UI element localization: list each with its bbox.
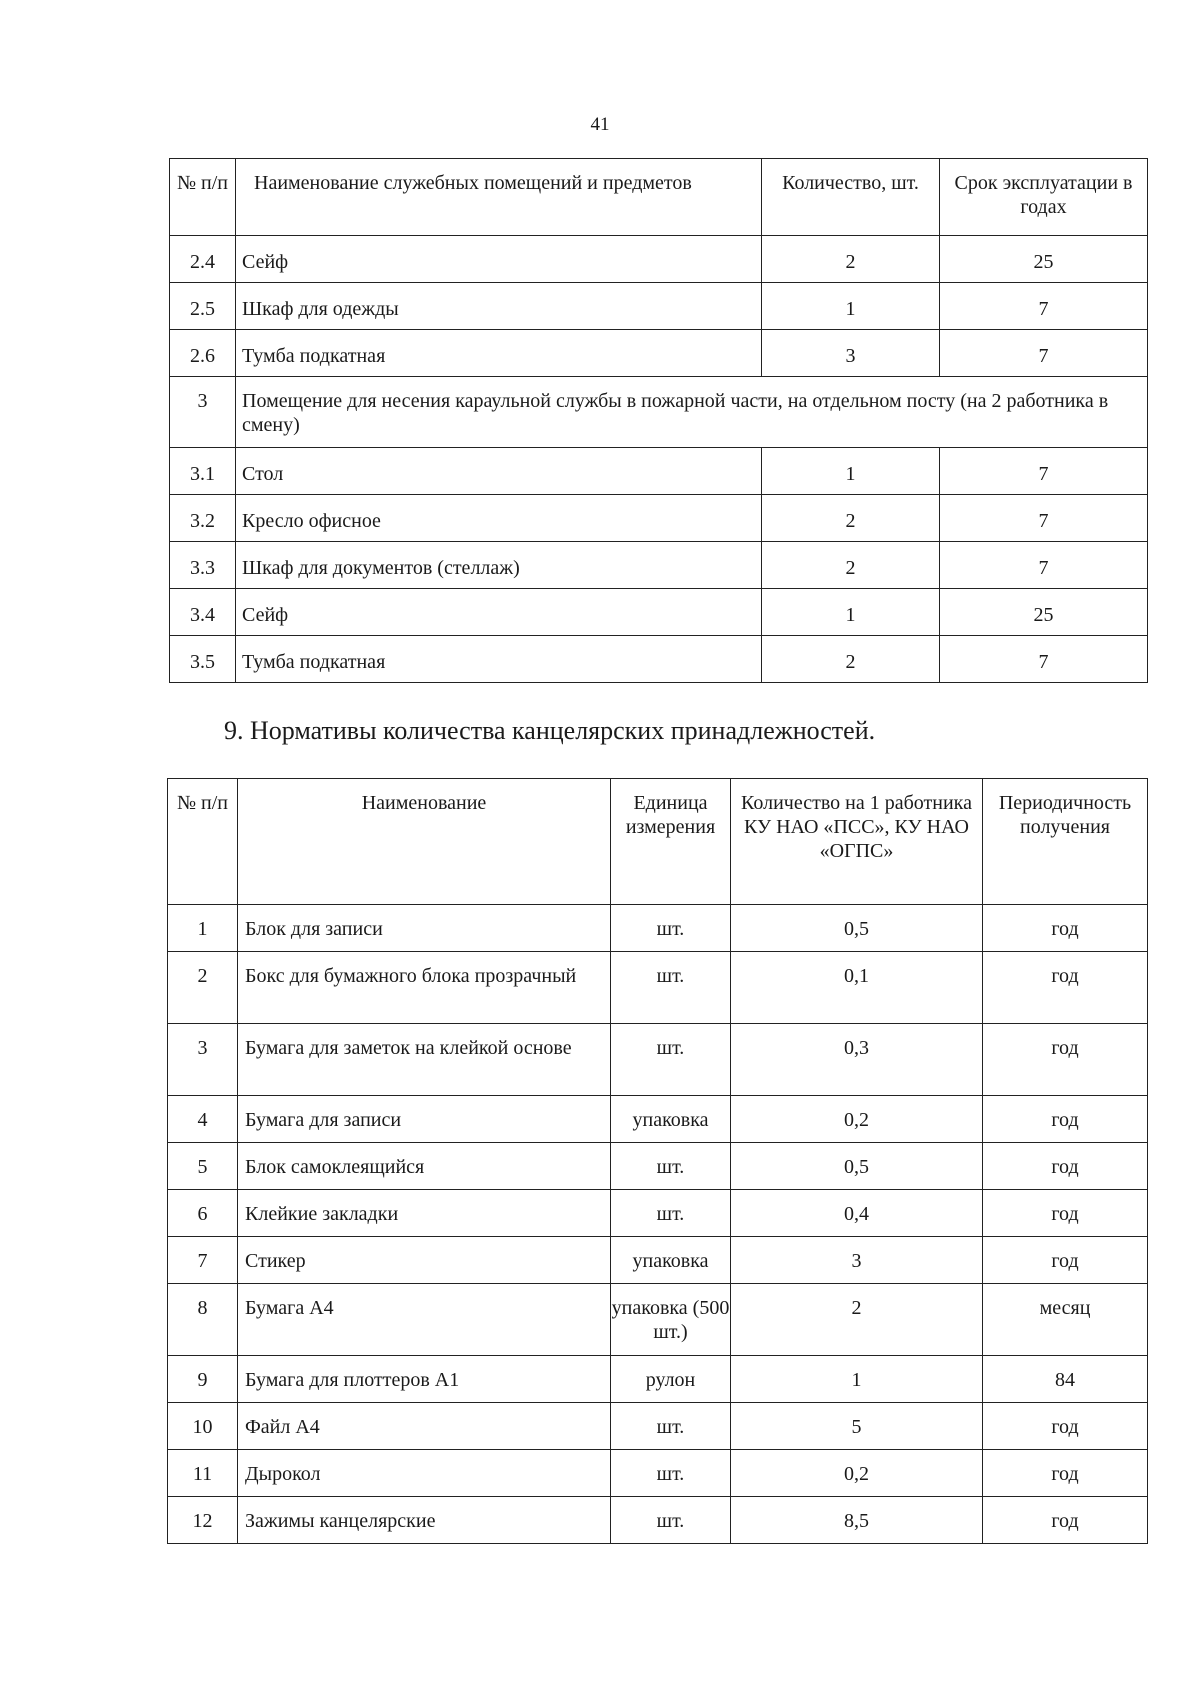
row-unit: рулон <box>611 1356 731 1403</box>
row-num: 3.3 <box>170 542 236 589</box>
table-row <box>170 283 1148 330</box>
row-num: 3 <box>168 1024 238 1096</box>
row-quantity: 1 <box>762 283 940 330</box>
row-period: 84 <box>983 1356 1148 1403</box>
row-unit: упаковка (500 шт.) <box>611 1284 731 1356</box>
row-name: Шкаф для документов (стеллаж) <box>236 542 762 589</box>
row-num: 9 <box>168 1356 238 1403</box>
row-quantity: 0,4 <box>731 1190 983 1237</box>
row-period: год <box>983 1143 1148 1190</box>
row-name: Дырокол <box>238 1450 611 1497</box>
row-period: год <box>983 1450 1148 1497</box>
row-name: Файл А4 <box>238 1403 611 1450</box>
row-name: Бумага для плоттеров А1 <box>238 1356 611 1403</box>
row-num: 10 <box>168 1403 238 1450</box>
row-num: 7 <box>168 1237 238 1284</box>
table-row <box>168 1284 1148 1356</box>
row-quantity: 5 <box>731 1403 983 1450</box>
row-num: 2.6 <box>170 330 236 377</box>
header-num: № п/п <box>170 159 236 236</box>
row-quantity: 0,2 <box>731 1096 983 1143</box>
header-name: Наименование <box>238 779 611 905</box>
office-supplies-table <box>167 778 1148 1544</box>
row-num: 3.1 <box>170 448 236 495</box>
table-row <box>170 330 1148 377</box>
row-quantity: 0,5 <box>731 1143 983 1190</box>
row-service-life: 25 <box>940 589 1148 636</box>
row-name: Стикер <box>238 1237 611 1284</box>
row-num: 2.4 <box>170 236 236 283</box>
header-quantity: Количество на 1 работника КУ НАО «ПСС», КУ НАО «ОГПС» <box>731 779 983 905</box>
row-service-life: 7 <box>940 448 1148 495</box>
row-quantity: 1 <box>762 448 940 495</box>
row-quantity: 0,2 <box>731 1450 983 1497</box>
header-service-life: Срок эксплуатации в годах <box>940 159 1148 236</box>
row-num: 3.5 <box>170 636 236 683</box>
row-num: 2 <box>168 952 238 1024</box>
row-name: Зажимы канцелярские <box>238 1497 611 1544</box>
row-period: год <box>983 1403 1148 1450</box>
row-service-life: 7 <box>940 495 1148 542</box>
row-num: 3.4 <box>170 589 236 636</box>
table-row <box>168 1356 1148 1403</box>
row-quantity: 3 <box>762 330 940 377</box>
row-unit: шт. <box>611 1143 731 1190</box>
row-name: Бокс для бумажного блока прозрачный <box>238 952 611 1024</box>
table-row <box>168 1497 1148 1544</box>
section-title: Помещение для несения караульной службы в пожарной части, на отдельном посту (на 2 работника в смену) <box>236 377 1148 448</box>
row-service-life: 7 <box>940 636 1148 683</box>
row-num: 2.5 <box>170 283 236 330</box>
row-period: месяц <box>983 1284 1148 1356</box>
premises-items-table <box>169 158 1148 683</box>
row-name: Блок для записи <box>238 905 611 952</box>
row-num: 12 <box>168 1497 238 1544</box>
row-quantity: 8,5 <box>731 1497 983 1544</box>
row-period: год <box>983 905 1148 952</box>
row-num: 11 <box>168 1450 238 1497</box>
row-quantity: 0,3 <box>731 1024 983 1096</box>
row-unit: шт. <box>611 1024 731 1096</box>
row-unit: шт. <box>611 1190 731 1237</box>
header-num: № п/п <box>168 779 238 905</box>
row-unit: шт. <box>611 1450 731 1497</box>
row-name: Сейф <box>236 236 762 283</box>
row-unit: упаковка <box>611 1237 731 1284</box>
row-name: Стол <box>236 448 762 495</box>
row-quantity: 3 <box>731 1237 983 1284</box>
table-row <box>168 1190 1148 1237</box>
row-name: Тумба подкатная <box>236 636 762 683</box>
row-unit: шт. <box>611 1403 731 1450</box>
row-quantity: 2 <box>762 636 940 683</box>
table-row <box>168 952 1148 1024</box>
row-unit: упаковка <box>611 1096 731 1143</box>
table-row <box>170 236 1148 283</box>
header-name: Наименование служебных помещений и предметов <box>236 159 762 236</box>
row-service-life: 7 <box>940 330 1148 377</box>
row-period: год <box>983 1497 1148 1544</box>
table-row <box>170 636 1148 683</box>
row-name: Тумба подкатная <box>236 330 762 377</box>
table-row <box>168 1403 1148 1450</box>
header-period: Периодичность получения <box>983 779 1148 905</box>
row-unit: шт. <box>611 1497 731 1544</box>
table-row <box>170 589 1148 636</box>
row-quantity: 0,1 <box>731 952 983 1024</box>
row-quantity: 2 <box>762 542 940 589</box>
row-quantity: 1 <box>762 589 940 636</box>
section-heading: 9. Нормативы количества канцелярских принадлежностей. <box>224 716 876 745</box>
row-quantity: 2 <box>762 236 940 283</box>
row-name: Бумага А4 <box>238 1284 611 1356</box>
row-quantity: 0,5 <box>731 905 983 952</box>
table-row <box>168 1450 1148 1497</box>
row-name: Клейкие закладки <box>238 1190 611 1237</box>
row-period: год <box>983 952 1148 1024</box>
row-num: 4 <box>168 1096 238 1143</box>
header-quantity: Количество, шт. <box>762 159 940 236</box>
table-row <box>168 1024 1148 1096</box>
table-row <box>168 905 1148 952</box>
row-num: 1 <box>168 905 238 952</box>
page-number: 41 <box>590 114 610 135</box>
table-row <box>168 1237 1148 1284</box>
row-name: Сейф <box>236 589 762 636</box>
row-name: Бумага для записи <box>238 1096 611 1143</box>
row-quantity: 1 <box>731 1356 983 1403</box>
table-row <box>170 448 1148 495</box>
table-header-row <box>168 779 1148 905</box>
row-name: Бумага для заметок на клейкой основе <box>238 1024 611 1096</box>
row-num: 3.2 <box>170 495 236 542</box>
row-quantity: 2 <box>762 495 940 542</box>
row-name: Шкаф для одежды <box>236 283 762 330</box>
table-row <box>168 1096 1148 1143</box>
row-name: Блок самоклеящийся <box>238 1143 611 1190</box>
row-num: 8 <box>168 1284 238 1356</box>
row-service-life: 7 <box>940 542 1148 589</box>
table-row <box>168 1143 1148 1190</box>
row-num: 3 <box>170 377 236 448</box>
table-header-row <box>170 159 1148 236</box>
row-period: год <box>983 1190 1148 1237</box>
row-quantity: 2 <box>731 1284 983 1356</box>
row-period: год <box>983 1237 1148 1284</box>
row-num: 5 <box>168 1143 238 1190</box>
row-period: год <box>983 1096 1148 1143</box>
row-service-life: 7 <box>940 283 1148 330</box>
row-service-life: 25 <box>940 236 1148 283</box>
row-unit: шт. <box>611 952 731 1024</box>
row-period: год <box>983 1024 1148 1096</box>
header-unit: Единица измерения <box>611 779 731 905</box>
section-row <box>170 377 1148 448</box>
row-name: Кресло офисное <box>236 495 762 542</box>
table-row <box>170 542 1148 589</box>
row-unit: шт. <box>611 905 731 952</box>
table-row <box>170 495 1148 542</box>
row-num: 6 <box>168 1190 238 1237</box>
